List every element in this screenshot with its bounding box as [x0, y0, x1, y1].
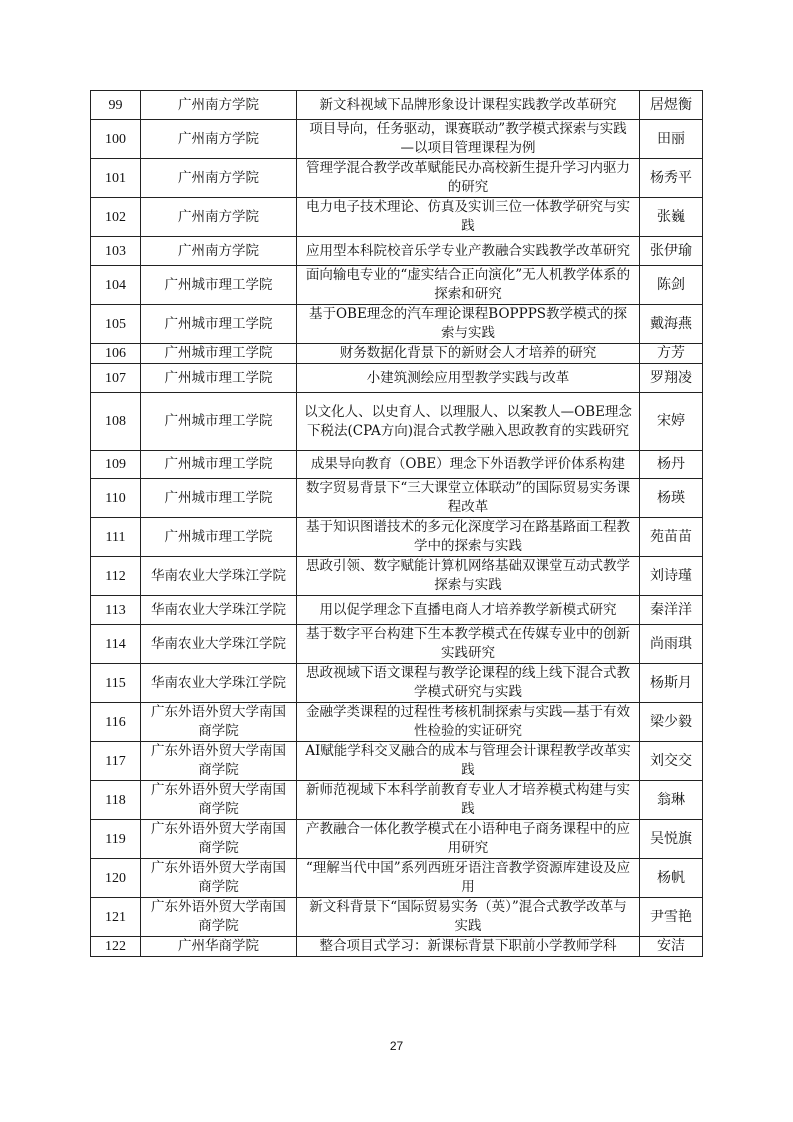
row-number: 120 — [91, 859, 141, 898]
project-title: 用以促学理念下直播电商人才培养教学新模式研究 — [297, 596, 640, 625]
school-name: 广东外语外贸大学南国商学院 — [141, 742, 297, 781]
table-row — [91, 781, 703, 820]
row-number: 101 — [91, 159, 141, 198]
project-table-body — [91, 91, 703, 957]
project-leader: 吴悦旗 — [640, 820, 703, 859]
project-title: 面向输电专业的“虚实结合正向演化”无人机教学体系的探索和研究 — [297, 266, 640, 305]
row-number: 105 — [91, 305, 141, 344]
table-row — [91, 898, 703, 937]
table-row — [91, 159, 703, 198]
project-leader: 尹雪艳 — [640, 898, 703, 937]
row-number: 117 — [91, 742, 141, 781]
school-name: 华南农业大学珠江学院 — [141, 596, 297, 625]
project-title: 数字贸易背景下“三大课堂立体联动”的国际贸易实务课程改革 — [297, 479, 640, 518]
school-name: 广州城市理工学院 — [141, 393, 297, 451]
school-name: 广州华商学院 — [141, 937, 297, 957]
table-row — [91, 479, 703, 518]
table-row — [91, 120, 703, 159]
project-title: 小建筑测绘应用型教学实践与改革 — [297, 364, 640, 393]
table-row — [91, 344, 703, 364]
school-name: 广州南方学院 — [141, 120, 297, 159]
table-row — [91, 859, 703, 898]
row-number: 108 — [91, 393, 141, 451]
project-leader: 居煜衡 — [640, 91, 703, 120]
school-name: 广东外语外贸大学南国商学院 — [141, 898, 297, 937]
row-number: 115 — [91, 664, 141, 703]
project-title: 成果导向教育（OBE）理念下外语教学评价体系构建 — [297, 451, 640, 479]
school-name: 广州城市理工学院 — [141, 344, 297, 364]
project-leader: 尚雨琪 — [640, 625, 703, 664]
table-row — [91, 364, 703, 393]
table-row — [91, 664, 703, 703]
project-title: 新文科背景下“国际贸易实务（英）”混合式教学改革与实践 — [297, 898, 640, 937]
project-leader: 张巍 — [640, 198, 703, 237]
project-leader: 刘交交 — [640, 742, 703, 781]
school-name: 广东外语外贸大学南国商学院 — [141, 859, 297, 898]
table-row — [91, 703, 703, 742]
project-title: 新师范视域下本科学前教育专业人才培养模式构建与实践 — [297, 781, 640, 820]
table-row — [91, 237, 703, 266]
project-title: 管理学混合教学改革赋能民办高校新生提升学习内驱力的研究 — [297, 159, 640, 198]
project-leader: 田丽 — [640, 120, 703, 159]
project-title: 基于数字平台构建下生本教学模式在传媒专业中的创新实践研究 — [297, 625, 640, 664]
project-leader: 罗翔凌 — [640, 364, 703, 393]
table-row — [91, 451, 703, 479]
row-number: 116 — [91, 703, 141, 742]
row-number: 110 — [91, 479, 141, 518]
project-title: 金融学类课程的过程性考核机制探索与实践—基于有效性检验的实证研究 — [297, 703, 640, 742]
school-name: 广东外语外贸大学南国商学院 — [141, 781, 297, 820]
row-number: 114 — [91, 625, 141, 664]
school-name: 广东外语外贸大学南国商学院 — [141, 703, 297, 742]
project-leader: 秦洋洋 — [640, 596, 703, 625]
project-leader: 杨秀平 — [640, 159, 703, 198]
project-title: 产教融合一体化教学模式在小语种电子商务课程中的应用研究 — [297, 820, 640, 859]
project-leader: 杨斯月 — [640, 664, 703, 703]
project-leader: 苑苗苗 — [640, 518, 703, 557]
row-number: 112 — [91, 557, 141, 596]
project-leader: 杨瑛 — [640, 479, 703, 518]
project-title: 新文科视域下品牌形象设计课程实践教学改革研究 — [297, 91, 640, 120]
row-number: 109 — [91, 451, 141, 479]
row-number: 118 — [91, 781, 141, 820]
row-number: 113 — [91, 596, 141, 625]
table-row — [91, 742, 703, 781]
table-row — [91, 820, 703, 859]
table-row — [91, 305, 703, 344]
school-name: 华南农业大学珠江学院 — [141, 625, 297, 664]
school-name: 广州南方学院 — [141, 198, 297, 237]
table-row — [91, 937, 703, 957]
table-row — [91, 518, 703, 557]
project-title: 思政引领、数字赋能计算机网络基础双课堂互动式教学探索与实践 — [297, 557, 640, 596]
school-name: 广州城市理工学院 — [141, 266, 297, 305]
row-number: 111 — [91, 518, 141, 557]
project-leader: 张伊瑜 — [640, 237, 703, 266]
project-title: AI赋能学科交叉融合的成本与管理会计课程教学改革实践 — [297, 742, 640, 781]
table-row — [91, 625, 703, 664]
school-name: 广州城市理工学院 — [141, 479, 297, 518]
project-title: 以文化人、以史育人、以理服人、以案教人—OBE理念下税法(CPA方向)混合式教学融入思政教育的实践研究 — [297, 393, 640, 451]
project-title: 项目导向，任务驱动，课赛联动”教学模式探索与实践—以项目管理课程为例 — [297, 120, 640, 159]
project-leader: 杨丹 — [640, 451, 703, 479]
project-title: 财务数据化背景下的新财会人才培养的研究 — [297, 344, 640, 364]
row-number: 107 — [91, 364, 141, 393]
table-row — [91, 596, 703, 625]
table-row — [91, 198, 703, 237]
school-name: 广州城市理工学院 — [141, 451, 297, 479]
project-title: 思政视域下语文课程与教学论课程的线上线下混合式教学模式研究与实践 — [297, 664, 640, 703]
project-leader: 杨帆 — [640, 859, 703, 898]
project-leader: 戴海燕 — [640, 305, 703, 344]
table-row — [91, 557, 703, 596]
school-name: 华南农业大学珠江学院 — [141, 664, 297, 703]
school-name: 华南农业大学珠江学院 — [141, 557, 297, 596]
project-title: 基于知识图谱技术的多元化深度学习在路基路面工程教学中的探索与实践 — [297, 518, 640, 557]
project-leader: 安洁 — [640, 937, 703, 957]
school-name: 广州城市理工学院 — [141, 364, 297, 393]
table-row — [91, 393, 703, 451]
row-number: 99 — [91, 91, 141, 120]
project-leader: 宋婷 — [640, 393, 703, 451]
row-number: 122 — [91, 937, 141, 957]
project-leader: 刘诗瑾 — [640, 557, 703, 596]
row-number: 104 — [91, 266, 141, 305]
row-number: 121 — [91, 898, 141, 937]
row-number: 103 — [91, 237, 141, 266]
school-name: 广州南方学院 — [141, 159, 297, 198]
table-row — [91, 266, 703, 305]
row-number: 106 — [91, 344, 141, 364]
school-name: 广州城市理工学院 — [141, 305, 297, 344]
row-number: 102 — [91, 198, 141, 237]
project-table-container — [90, 90, 703, 957]
project-title: 整合项目式学习：新课标背景下职前小学教师学科 — [297, 937, 640, 957]
school-name: 广东外语外贸大学南国商学院 — [141, 820, 297, 859]
project-title: “理解当代中国”系列西班牙语注音教学资源库建设及应用 — [297, 859, 640, 898]
row-number: 119 — [91, 820, 141, 859]
school-name: 广州南方学院 — [141, 91, 297, 120]
project-leader: 翁琳 — [640, 781, 703, 820]
project-title: 应用型本科院校音乐学专业产教融合实践教学改革研究 — [297, 237, 640, 266]
school-name: 广州城市理工学院 — [141, 518, 297, 557]
page-number: 27 — [389, 1039, 404, 1053]
school-name: 广州南方学院 — [141, 237, 297, 266]
table-row — [91, 91, 703, 120]
row-number: 100 — [91, 120, 141, 159]
project-leader: 陈剑 — [640, 266, 703, 305]
project-table — [90, 90, 703, 957]
project-leader: 梁少毅 — [640, 703, 703, 742]
project-title: 基于OBE理念的汽车理论课程BOPPPS教学模式的探索与实践 — [297, 305, 640, 344]
project-leader: 方芳 — [640, 344, 703, 364]
project-title: 电力电子技术理论、仿真及实训三位一体教学研究与实践 — [297, 198, 640, 237]
